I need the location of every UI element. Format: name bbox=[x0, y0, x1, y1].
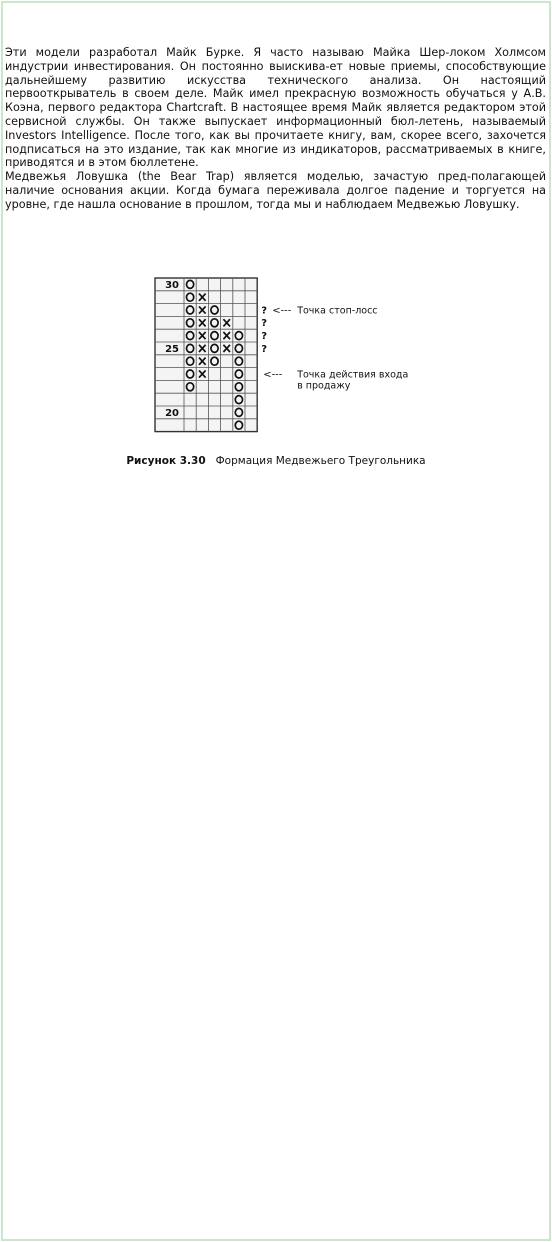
question-mark: ? bbox=[261, 331, 268, 342]
paragraph-bear-trap: Медвежья Ловушка (the Bear Trap) является моделью, зачастую пред-полагающей наличие основания акции. Когда бумага переживала долгое падение и торгуется на уровне, где нашла основание в прошлом, тогда мы и наблюдаем Медвежью Ловушку. bbox=[5, 170, 546, 211]
entry-arrow: <--- bbox=[263, 369, 283, 381]
figure-number: Рисунок 3.30 bbox=[126, 455, 206, 467]
point-and-figure-chart bbox=[153, 276, 415, 436]
price-label: 20 bbox=[165, 407, 179, 419]
question-mark: ? bbox=[261, 318, 268, 330]
price-label: 25 bbox=[165, 343, 179, 355]
chart-annotations bbox=[261, 305, 408, 391]
entry-label-line2: в продажу bbox=[297, 380, 351, 392]
entry-label: Точка действия входа bbox=[297, 369, 409, 381]
point-and-figure-figure bbox=[153, 276, 415, 436]
article-body bbox=[5, 46, 546, 212]
figure-caption bbox=[0, 455, 552, 467]
stop-loss-label: Точка стоп-лосс bbox=[297, 305, 378, 317]
paragraph-mike-burke: Эти модели разработал Майк Бурке. Я часто называю Майка Шер-локом Холмсом индустрии инвестирования. Он постоянно выискива-ет новые приемы, способствующие дальнейшему развитию искусства технического анализа. Он настоящий первооткрыватель в своем деле. Майк имел прекрасную возможность обучаться у А.В. Коэна, первого редактора Chartcraft. В настоящее время Майк является редактором этой сервисной службы. Он также выпускает информационный бюл-летень, называемый Investors Intelligence. После того, как вы прочитаете книгу, вам, скорее всего, захочется подписаться на это издание, так как многие из индикаторов, рассматриваемых в книге, приводятся и в этом бюллетене. bbox=[5, 46, 546, 170]
price-label: 30 bbox=[165, 279, 179, 291]
stop-loss-arrow: <--- bbox=[272, 305, 292, 317]
figure-title: Формация Медвежьего Треугольника bbox=[215, 455, 426, 467]
question-mark: ? bbox=[261, 343, 268, 355]
question-mark: ? bbox=[261, 305, 268, 317]
